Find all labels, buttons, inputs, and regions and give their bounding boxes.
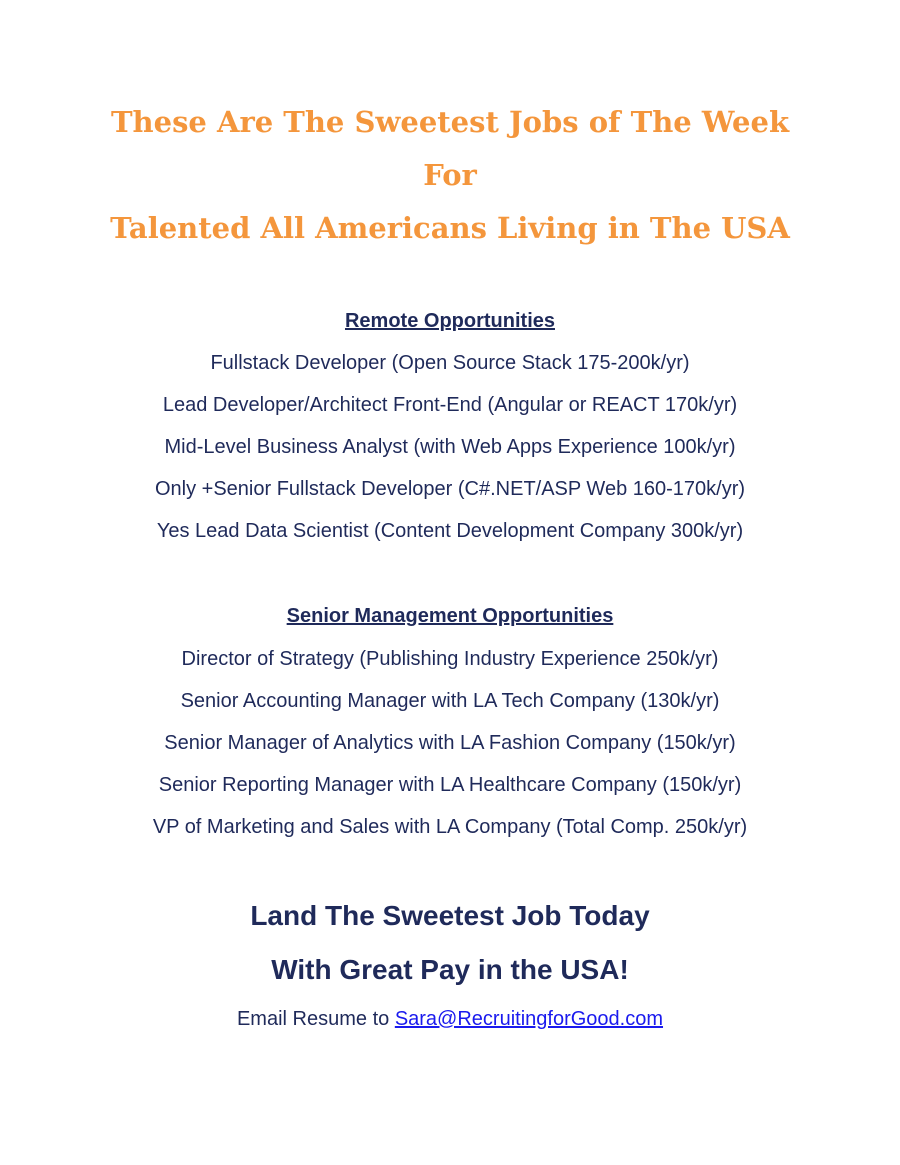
email-prefix: Email Resume to (236, 1008, 395, 1030)
remote-job-5: Yes Lead Data Scientist (Content Development Company 300k/yr) (156, 520, 744, 542)
title-line-2: For (423, 158, 477, 192)
title-line-1: These Are The Sweetest Jobs of The Week (110, 105, 790, 139)
senior-job-2: Senior Accounting Manager with LA Tech Company (130k/yr) (180, 690, 720, 712)
email-line (0, 1006, 900, 1032)
remote-job-4: Only +Senior Fullstack Developer (C#.NET/ASP Web 160-170k/yr) (154, 478, 746, 500)
remote-heading: Remote Opportunities (344, 310, 555, 332)
senior-job-3: Senior Manager of Analytics with LA Fashion Company (150k/yr) (164, 732, 736, 754)
remote-job-2: Lead Developer/Architect Front-End (Angular or REACT 170k/yr) (162, 394, 738, 416)
senior-job-4: Senior Reporting Manager with LA Healthcare Company (150k/yr) (158, 774, 742, 796)
remote-job-3: Mid-Level Business Analyst (with Web Apps Experience 100k/yr) (164, 436, 736, 458)
cta-line-1: Land The Sweetest Job Today (250, 900, 650, 931)
email-link[interactable]: Sara@RecruitingforGood.com (394, 1008, 664, 1030)
senior-job-5: VP of Marketing and Sales with LA Company (Total Comp. 250k/yr) (152, 816, 748, 838)
senior-job-1: Director of Strategy (Publishing Industry Experience 250k/yr) (181, 648, 719, 670)
cta-line-2: With Great Pay in the USA! (271, 954, 629, 985)
remote-job-1: Fullstack Developer (Open Source Stack 175-200k/yr) (210, 352, 690, 374)
senior-heading: Senior Management Opportunities (286, 605, 614, 627)
title-line-3: Talented All Americans Living in The USA (110, 211, 790, 245)
